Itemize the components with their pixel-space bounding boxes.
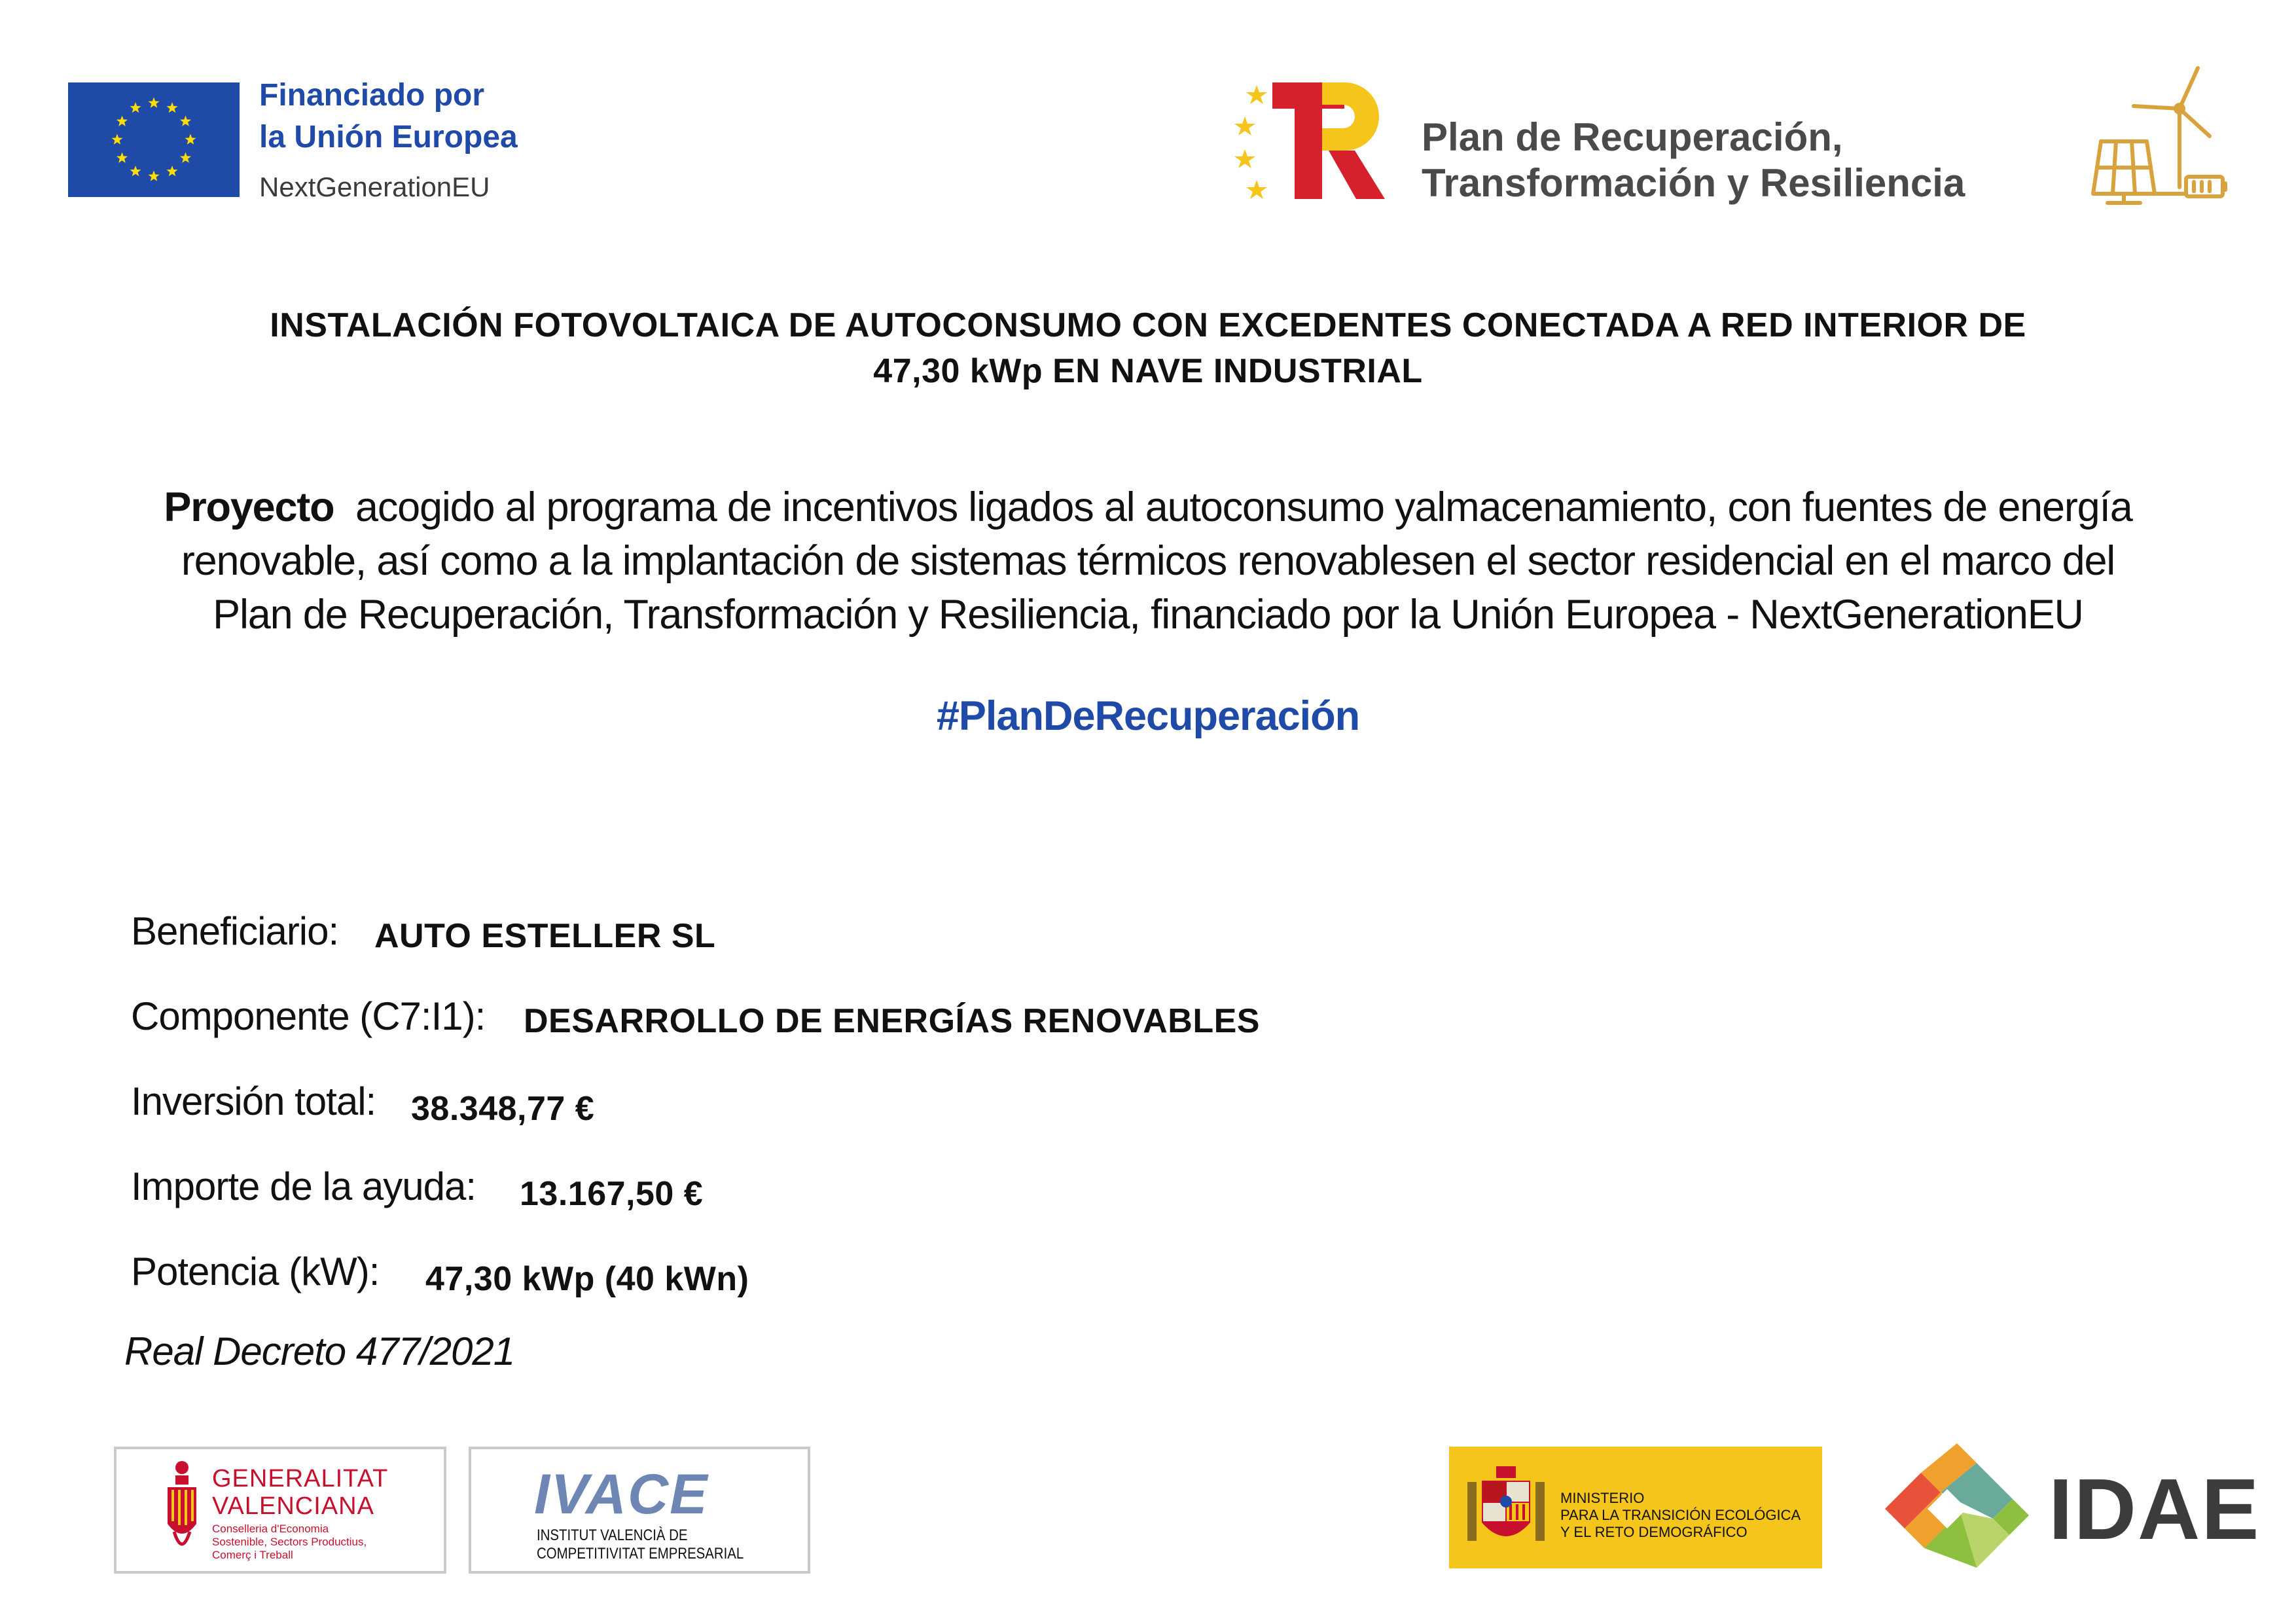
ministerio-line2: PARA LA TRANSICIÓN ECOLÓGICA — [1560, 1507, 1801, 1523]
gva-sub2: Sostenible, Sectors Productius, — [212, 1536, 367, 1548]
eu-flag-icon — [68, 82, 240, 197]
ivace-sub2: COMPETITIVITAT EMPRESARIAL — [537, 1545, 744, 1562]
idae-logo — [1852, 1440, 2261, 1578]
project-title-line2: 47,30 kWp EN NAVE INDUSTRIAL — [873, 352, 1423, 390]
gva-sub3: Comerç i Treball — [212, 1549, 293, 1561]
generalitat-logo — [114, 1447, 446, 1574]
eu-star-icon — [180, 153, 191, 163]
eu-star-icon — [148, 171, 159, 181]
eu-star-icon — [130, 166, 141, 176]
prtr-mark-icon — [1230, 65, 1388, 203]
componente-value: DESARROLLO DE ENERGÍAS RENOVABLES — [524, 1002, 1260, 1040]
description-line1 — [98, 480, 2198, 534]
gva-sub1: Conselleria d'Economia — [212, 1523, 329, 1535]
project-title-line1: INSTALACIÓN FOTOVOLTAICA DE AUTOCONSUMO CON EXCEDENTES CONECTADA A RED INTERIOR DE — [270, 306, 2026, 344]
eu-star-icon — [148, 98, 159, 108]
prtr-logo-line1: Plan de Recuperación, — [1422, 115, 1843, 159]
eu-star-icon — [117, 116, 128, 126]
renewable-energy-icon — [2081, 63, 2232, 213]
ivace-logo — [469, 1447, 810, 1574]
beneficiario-label: Beneficiario: — [131, 909, 339, 953]
ministerio-logo — [1449, 1447, 1822, 1568]
spain-coat-of-arms-icon — [1463, 1462, 1549, 1554]
ministerio-line1: MINISTERIO — [1560, 1490, 1645, 1506]
eu-logo-line2: la Unión Europea — [259, 120, 518, 154]
eu-star-icon — [130, 102, 141, 113]
eu-star-icon — [117, 153, 128, 163]
project-description — [98, 480, 2198, 641]
description-line3: Plan de Recuperación, Transformación y Resiliencia, financiado por la Unión Europea - NextGenerationEU — [213, 592, 2083, 638]
eu-star-icon — [111, 134, 122, 145]
eu-star-icon — [166, 102, 177, 113]
idae-wordmark: IDAE — [2049, 1461, 2261, 1557]
eu-star-icon — [166, 166, 177, 176]
eu-logo-line1: Financiado por — [259, 78, 485, 113]
gva-line2: VALENCIANA — [212, 1492, 374, 1520]
description-line2: renovable, así como a la implantación de sistemas térmicos renovablesen el sector residencial en el marco del — [181, 538, 2115, 584]
idae-knot-icon — [1852, 1440, 2042, 1578]
inversion-label: Inversión total: — [131, 1079, 376, 1123]
description-lead: Proyecto — [164, 484, 334, 530]
potencia-value: 47,30 kWp (40 kWn) — [425, 1260, 749, 1298]
potencia-label: Potencia (kW): — [131, 1250, 380, 1293]
inversion-value: 38.348,77 € — [411, 1090, 595, 1128]
project-title — [131, 302, 2165, 394]
eu-star-icon — [180, 116, 191, 126]
componente-label: Componente (C7:I1): — [131, 994, 486, 1038]
eu-star-icon — [185, 134, 196, 145]
hashtag: #PlanDeRecuperación — [936, 693, 1360, 739]
eu-logo-line3: NextGenerationEU — [259, 171, 490, 202]
beneficiario-value: AUTO ESTELLER SL — [374, 917, 716, 955]
ministerio-line3: Y EL RETO DEMOGRÁFICO — [1560, 1524, 1748, 1540]
importe-value: 13.167,50 € — [520, 1175, 704, 1213]
royal-decree: Real Decreto 477/2021 — [124, 1329, 515, 1373]
ivace-wordmark: IVACE — [534, 1463, 709, 1526]
importe-label: Importe de la ayuda: — [131, 1164, 476, 1208]
description-line1-rest: acogido al programa de incentivos ligados al autoconsumo yalmacenamiento, con fuentes de energía — [355, 484, 2132, 530]
gva-line1: GENERALITAT — [212, 1465, 389, 1492]
ivace-sub1: INSTITUT VALENCIÀ DE — [537, 1526, 688, 1544]
generalitat-crest-icon — [162, 1458, 202, 1557]
prtr-logo-line2: Transformación y Resiliencia — [1422, 161, 1965, 205]
